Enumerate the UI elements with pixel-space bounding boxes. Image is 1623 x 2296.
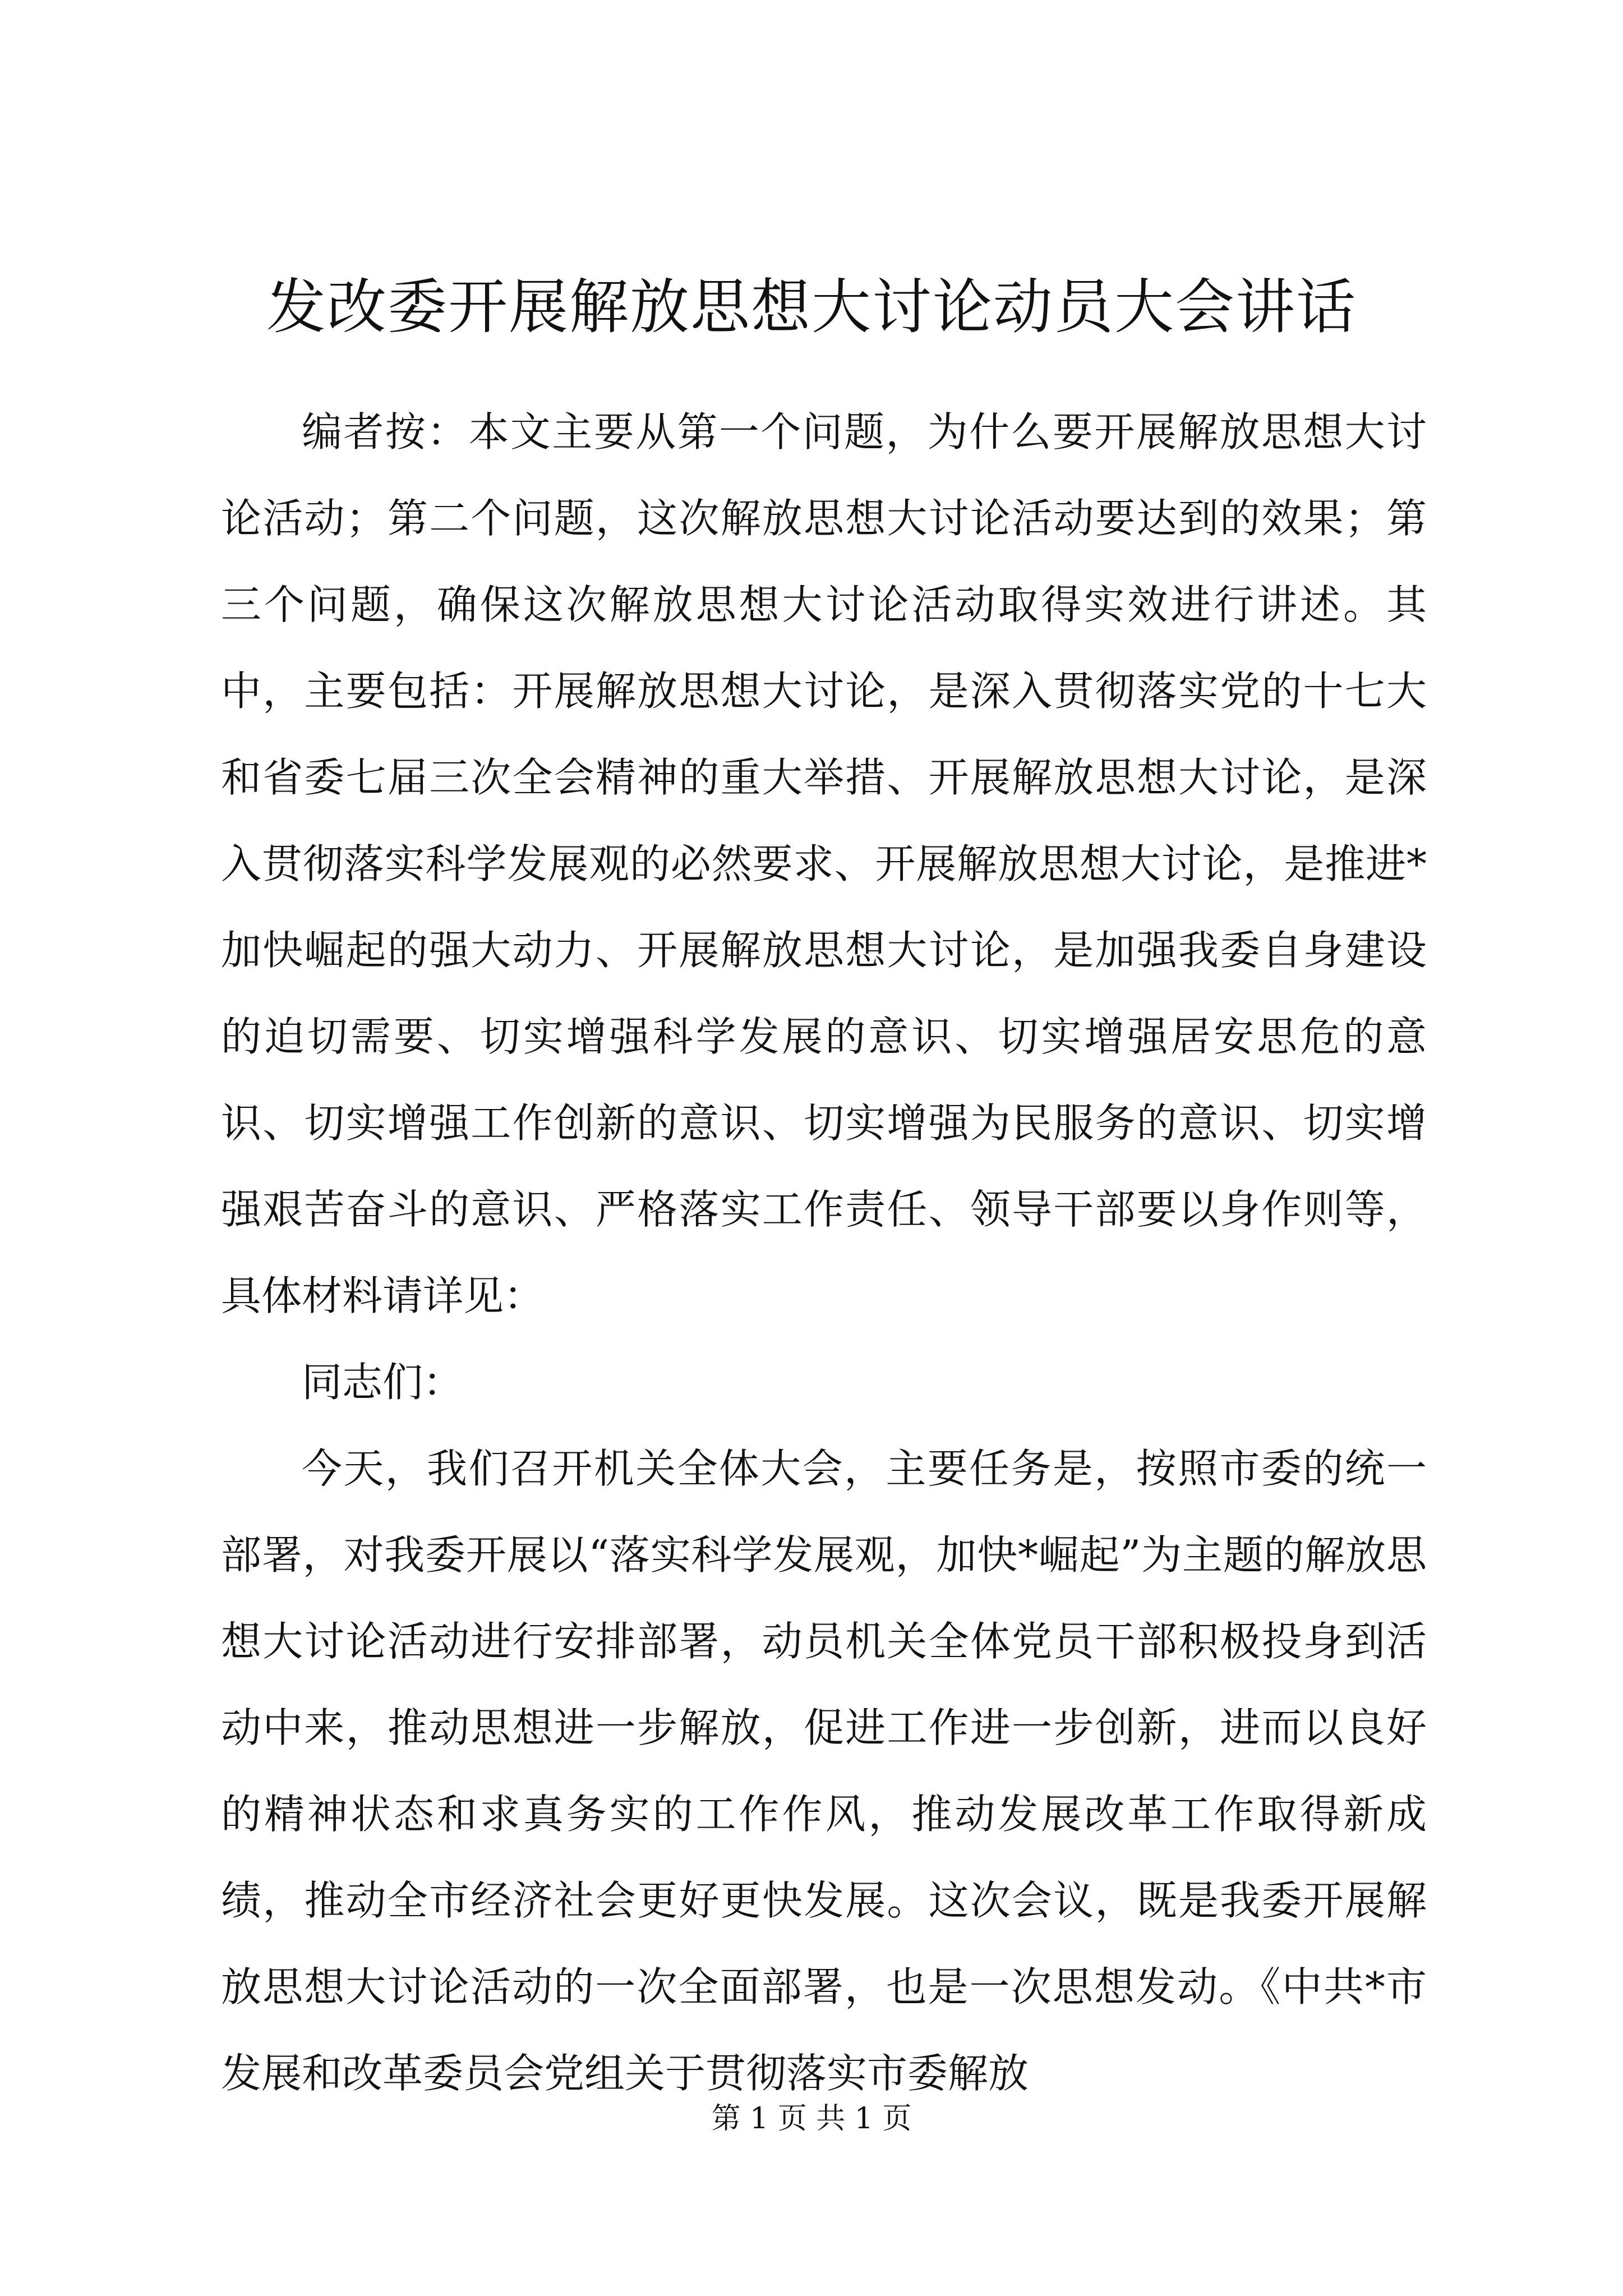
document-body [221, 389, 1427, 2116]
salutation-paragraph: 同志们： [302, 1359, 464, 1406]
document-title: 发改委开展解放思想大讨论动员大会讲话 [266, 273, 1357, 342]
speech-paragraph: 今天，我们召开机关全体大会，主要任务是，按照市委的统一部署，对我委开展以“落实科学发展观，加快*崛起”为主题的解放思想大讨论活动进行安排部署，动员机关全体党员干部积极投身到活动中来，推动思想进一步解放，促进工作进一步创新，进而以良好的精神状态和求真务实的工作作风，推动发展改革工作取得新成绩，推动全市经济社会更好更快发展。这次会议，既是我委开展解放思想大讨论活动的一次全面部署，也是一次思想发动。《中共*市发展和改革委员会党组关于贯彻落实市委解放 [221, 1445, 1427, 2097]
page-footer: 第 1 页 共 1 页 [711, 2102, 912, 2136]
editor-note-paragraph: 编者按：本文主要从第一个问题，为什么要开展解放思想大讨论活动；第二个问题，这次解放思想大讨论活动要达到的效果；第三个问题，确保这次解放思想大讨论活动取得实效进行讲述。其中，主要包括：开展解放思想大讨论，是深入贯彻落实党的十七大和省委七届三次全会精神的重大举措、开展解放思想大讨论，是深入贯彻落实科学发展观的必然要求、开展解放思想大讨论，是推进*加快崛起的强大动力、开展解放思想大讨论，是加强我委自身建设的迫切需要、切实增强科学发展的意识、切实增强居安思危的意识、切实增强工作创新的意识、切实增强为民服务的意识、切实增强艰苦奋斗的意识、严格落实工作责任、领导干部要以身作则等，具体材料请详见： [221, 408, 1427, 1319]
